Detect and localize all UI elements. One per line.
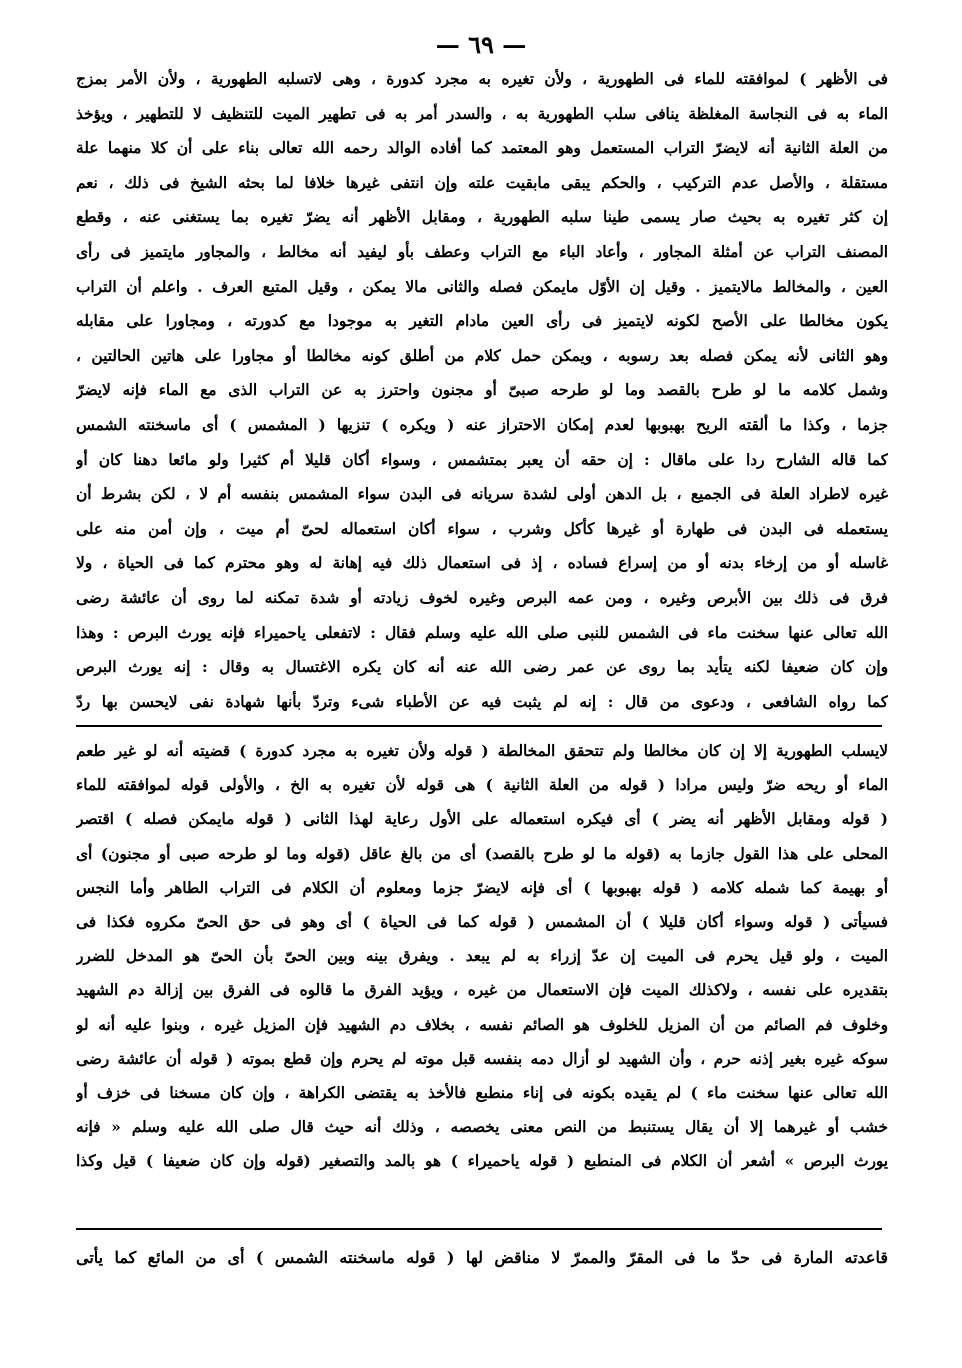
footnote-line: وخلوف فم الصائم من أن المزيل للخلوف هو الصائم نفسه ، بخلاف دم الشهيد فإن المزيل غيره ، وبنوا عليه أنه لو [76,1015,888,1034]
footnote-line: بتقديره على نفسه ، ولاكذلك الميت فإن الاستعمال من غيره ، ويؤيد الفرق ما قالوه فى الفرق بين إزالة دم الشهيد [76,981,888,1000]
footnote-line: لايسلب الطهورية إلا إن كان مخالطا ولم تتحقق المخالطة ( قوله ولأن تغيره به مجرد كدورة ) قضيته أنه لو غير طعم [76,742,888,760]
main-text-line: غاسله أو من إرخاء بدنه أو من إسراع فساده ، إذ فى استعمال ذلك فيه إهانة له وهو محترم كما فى الحياة ، ولا [76,554,888,573]
main-text-line: فرق فى ذلك بين الأبرص وغيره ، ومن عمه البرص وغيره لخوف زيادته أو شدة تمكنه لما روى أن عائشة رضى [76,588,888,607]
main-text [76,62,888,719]
main-text-line: يكون مخالطا على الأصح لكونه لايتميز فى رأى العين مادام التغير به موجودا مع كدورته ، ومجاورا على مقابله [76,312,888,331]
main-text-line: جزما ، وكذا ما ألقته الريح بهبوبها لعدم إمكان الاحتراز عنه ( ويكره ) تنزيها ( المشمس ) أى ماسخنته الشمس [76,415,888,434]
main-text-line: المصنف التراب عن أمثلة المجاور ، وأعاد الباء مع التراب وعطف بأو ليفيد أنه مخالط ، والمجاور مايتميز فى رأى [76,242,888,261]
main-text-line: الماء به فى النجاسة المغلظة ينافى سلب الطهورية به ، والسدر أمر به فى تطهير الميت للتنظيف لا للتطهير ، ويؤخذ [76,104,888,123]
footnote-line: الميت ، ولو قيل يحرم فى الميت إن عدّ إزراء به لم يبعد . ويفرق بينه وبين الحىّ بأن الحىّ هو المدخل للضرر [76,947,888,966]
footnote-line: المحلى على هذا القول جازما به (قوله ما لو طرح بالقصد) أى من بالغ عاقل (قوله وما لو طرحه صبى أو مجنون) أى [76,844,888,863]
footnote-line: الماء أو ريحه ضرّ وليس مرادا ( قوله من العلة الثانية ) هى قوله لأن تغيره به الخ ، والأولى قوله لموافقته للماء [76,776,888,795]
main-text-line: مستقلة ، والأصل عدم التركيب ، والحكم يبقى مابقيت علته وإن انتفى غيرها خلافا لما بحثه الشيخ فى ذلك ، نعم [76,173,888,192]
main-text-line: يستعمله فى البدن فى طهارة أو غيرها كأكل وشرب ، سواء أكان استعماله لحىّ أم ميت ، وإن أمن منه على [76,519,888,538]
footnote-line: خشب أو غيرهما إلا أن يقال يستنبط من النص معنى يخصصه ، وذلك أنه حيث قال صلى الله عليه وسلم « فإنه [76,1118,888,1137]
footnote-line: ( قوله ومقابل الأظهر أنه يضر ) أى فيكره استعماله على الأول رعاية لهذا الثانى ( قوله مايمكن فصله ) اقتصر [76,810,888,829]
main-text-line: كما رواه الشافعى ، ودعوى من قال : إنه لم يثبت فيه عن الأطباء شىء وتردّ بأنها شهادة نفى لايحسن بها ردّ [76,692,888,711]
footnote-line: أو بهيمة كما شمله كلامه ( قوله بهبوبها ) أى فإنه لايضرّ جزما ومعلوم أن الكلام فى التراب الطاهر وأما النجس [76,878,888,897]
footnote-divider [76,725,882,727]
main-text-line: الله تعالى عنها سخنت ماء فى الشمس للنبى صلى الله عليه وسلم فقال : لاتفعلى ياحميراء فإنه يورث البرص : وهذا [76,623,888,642]
main-text-line: وهو الثانى لأنه يمكن فصله بعد رسوبه ، ويمكن حمل كلام من أطلق كونه مخالطا أو مجاورا على هاتين الحالتين ، [76,346,888,365]
catchword-block [76,1240,888,1276]
main-text-line: وإن كان ضعيفا لكنه يتأيد بما روى عن عمر رضى الله عنه أنه كان يكره الاغتسال به وقال : إنه يورث البرص [76,658,888,677]
main-text-line: وشمل كلامه ما لو طرح بالقصد وما لو طرحه صبىّ أو مجنون واحترز به عن التراب الذى مع الماء فإنه لايضرّ [76,381,888,400]
catchword-divider [76,1228,882,1230]
footnotes [76,734,888,1178]
main-text-line: إن كثر تغيره به بحيث صار يسمى طينا سلبه الطهورية ، ومقابل الأظهر أنه يضرّ تغيره بما يستغنى عنه ، وقطع [76,208,888,227]
footnote-line: فسيأتى ( قوله وسواء أكان قليلا ) أن المشمس ( قوله كما فى الحياة ) أى وهو فى حق الحىّ مكروه فكذا فى [76,912,888,931]
main-text-line: فى الأظهر ) لموافقته للماء فى الطهورية ، ولأن تغيره به مجرد كدورة ، وهى لاتسلبه الطهورية ، ولأن الأمر بمزج [76,70,888,88]
footnote-line: سوكه غيره بغير إذنه حرم ، وأن الشهيد لو أزال دمه بنفسه قبل موته لم يحرم وإن قطع بموته ( قوله أن عائشة رضى [76,1049,888,1068]
footnote-line: الله تعالى عنها سخنت ماء ) لم يقيده بكونه فى إناء منطبع فالأخذ به يقتضى الكراهة ، وإن كان مسخنا فى خزف أو [76,1083,888,1102]
main-text-line: العين ، والمخالط مالايتميز . وقيل إن الأوّل مايمكن فصله والثانى مالا يمكن ، وقيل المتبع العرف . واعلم أن التراب [76,277,888,296]
footnote-line: يورث البرص » أشعر أن الكلام فى المنطبع ( قوله ياحميراء ) هو بالمد والتصغير (قوله وإن كان ضعيفا ) قيل وكذا [76,1152,888,1171]
main-text-line: من العلة الثانية أنه لايضرّ التراب المستعمل وهو المعتمد كما أفاده الوالد رحمه الله تعالى بناء على أن كلا منهما علة [76,139,888,158]
main-text-line: كما قاله الشارح ردا على ماقال : إن حقه أن يعبر بمتشمس ، وسواء أكان قليلا أم كثيرا ولو مائعا دهنا كان أو [76,450,888,469]
page-number: — ٦٩ — [435,30,527,59]
catchword-line: قاعدته المارة فى حدّ ما فى المقرّ والممرّ لا مناقض لها ( قوله ماسخنته الشمس ) أى من المائع كما يأتى [76,1248,888,1267]
main-text-line: غيره لاطراد العلة فى الجميع ، بل الدهن أولى لشدة سريانه فى البدن سواء المشمس بنفسه أم لا ، لكن بشرط أن [76,485,888,504]
